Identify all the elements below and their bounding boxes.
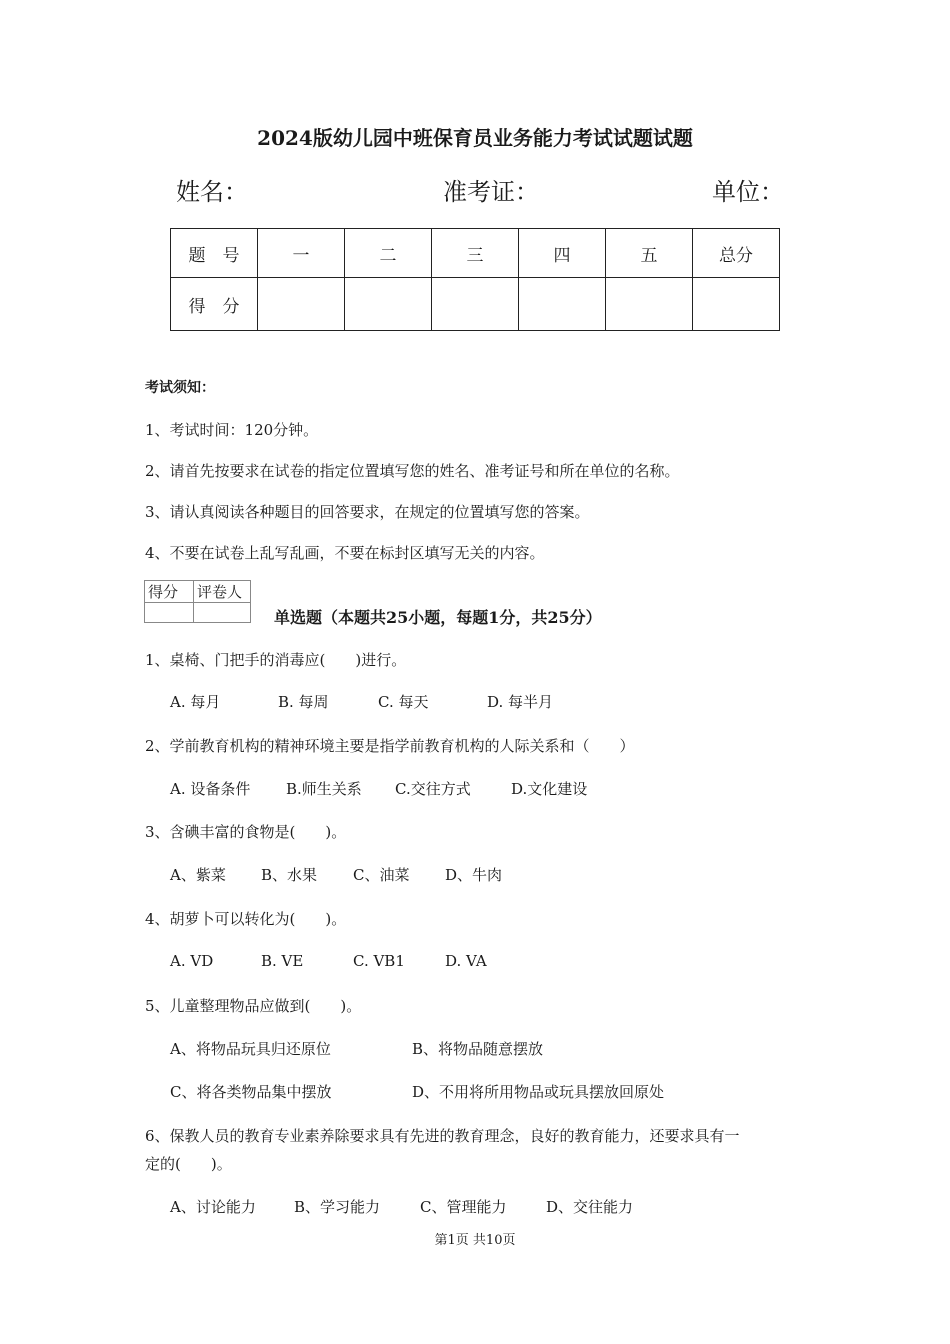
question-option: D、不用将所用物品或玩具摆放回原处	[412, 1083, 665, 1101]
question-option: B. 每周	[278, 693, 329, 711]
unit-field-label: 单位：	[712, 178, 784, 206]
question-option: C.交往方式	[395, 780, 471, 798]
question-option: D. 每半月	[487, 693, 554, 711]
page-footer: 第1页 共10页	[434, 1233, 516, 1248]
score-table-header-row	[171, 229, 780, 278]
question-option: D、牛肉	[445, 866, 503, 884]
question-option: D.文化建设	[511, 780, 588, 798]
question-option: C、将各类物品集中摆放	[170, 1083, 332, 1101]
question-option: C、管理能力	[420, 1198, 507, 1216]
question-stem: 5、儿童整理物品应做到( )。	[145, 997, 362, 1015]
question-stem-continued: 定的( )。	[145, 1155, 232, 1173]
exam-id-field-label: 准考证：	[443, 178, 539, 206]
score-header-cell: 三	[432, 229, 519, 278]
notice-item: 2、请首先按要求在试卷的指定位置填写您的姓名、准考证号和所在单位的名称。	[145, 462, 680, 480]
score-header-label: 题 号	[171, 229, 258, 278]
score-cell	[519, 278, 606, 331]
score-row-label: 得 分	[171, 278, 258, 331]
grader-reviewer-cell	[194, 603, 251, 623]
question-option: A. 设备条件	[170, 780, 251, 798]
grader-score-label: 得分	[145, 581, 194, 603]
question-stem: 6、保教人员的教育专业素养除要求具有先进的教育理念，良好的教育能力，还要求具有一	[145, 1127, 740, 1145]
question-stem: 1、桌椅、门把手的消毒应( )进行。	[145, 651, 407, 669]
grader-score-cell	[145, 603, 194, 623]
question-option: B. VE	[261, 952, 304, 970]
grader-reviewer-label: 评卷人	[194, 581, 251, 603]
question-option: B.师生关系	[286, 780, 362, 798]
score-cell	[693, 278, 780, 331]
score-cell	[258, 278, 345, 331]
notice-item: 4、不要在试卷上乱写乱画，不要在标封区填写无关的内容。	[145, 544, 545, 562]
score-cell	[432, 278, 519, 331]
question-option: A. VD	[170, 952, 214, 970]
score-cell	[345, 278, 432, 331]
question-option: D. VA	[445, 952, 487, 970]
question-option: C. 每天	[378, 693, 429, 711]
question-option: D、交往能力	[546, 1198, 634, 1216]
notice-item: 3、请认真阅读各种题目的回答要求，在规定的位置填写您的答案。	[145, 503, 590, 521]
question-option: A. 每月	[170, 693, 221, 711]
notice-item: 1、考试时间：120分钟。	[145, 421, 319, 439]
score-header-cell: 四	[519, 229, 606, 278]
score-header-cell: 总分	[693, 229, 780, 278]
question-stem: 2、学前教育机构的精神环境主要是指学前教育机构的人际关系和（ ）	[145, 737, 635, 755]
name-field-label: 姓名：	[176, 178, 248, 206]
question-option: B、将物品随意摆放	[412, 1040, 544, 1058]
score-header-cell: 一	[258, 229, 345, 278]
score-cell	[606, 278, 693, 331]
question-option: A、讨论能力	[170, 1198, 256, 1216]
grader-box	[144, 580, 251, 623]
score-table-score-row	[171, 278, 780, 331]
section-title: 单选题（本题共25小题，每题1分，共25分）	[274, 608, 602, 627]
score-table	[170, 228, 780, 331]
question-option: A、将物品玩具归还原位	[170, 1040, 331, 1058]
score-header-cell: 二	[345, 229, 432, 278]
question-stem: 4、胡萝卜可以转化为( )。	[145, 910, 347, 928]
page-title: 2024版幼儿园中班保育员业务能力考试试题试题	[257, 126, 693, 150]
question-option: A、紫菜	[170, 866, 226, 884]
question-option: B、学习能力	[294, 1198, 381, 1216]
question-option: C. VB1	[353, 952, 405, 970]
question-stem: 3、含碘丰富的食物是( )。	[145, 823, 347, 841]
score-header-cell: 五	[606, 229, 693, 278]
notice-title: 考试须知：	[145, 380, 215, 396]
question-option: B、水果	[261, 866, 318, 884]
question-option: C、油菜	[353, 866, 410, 884]
